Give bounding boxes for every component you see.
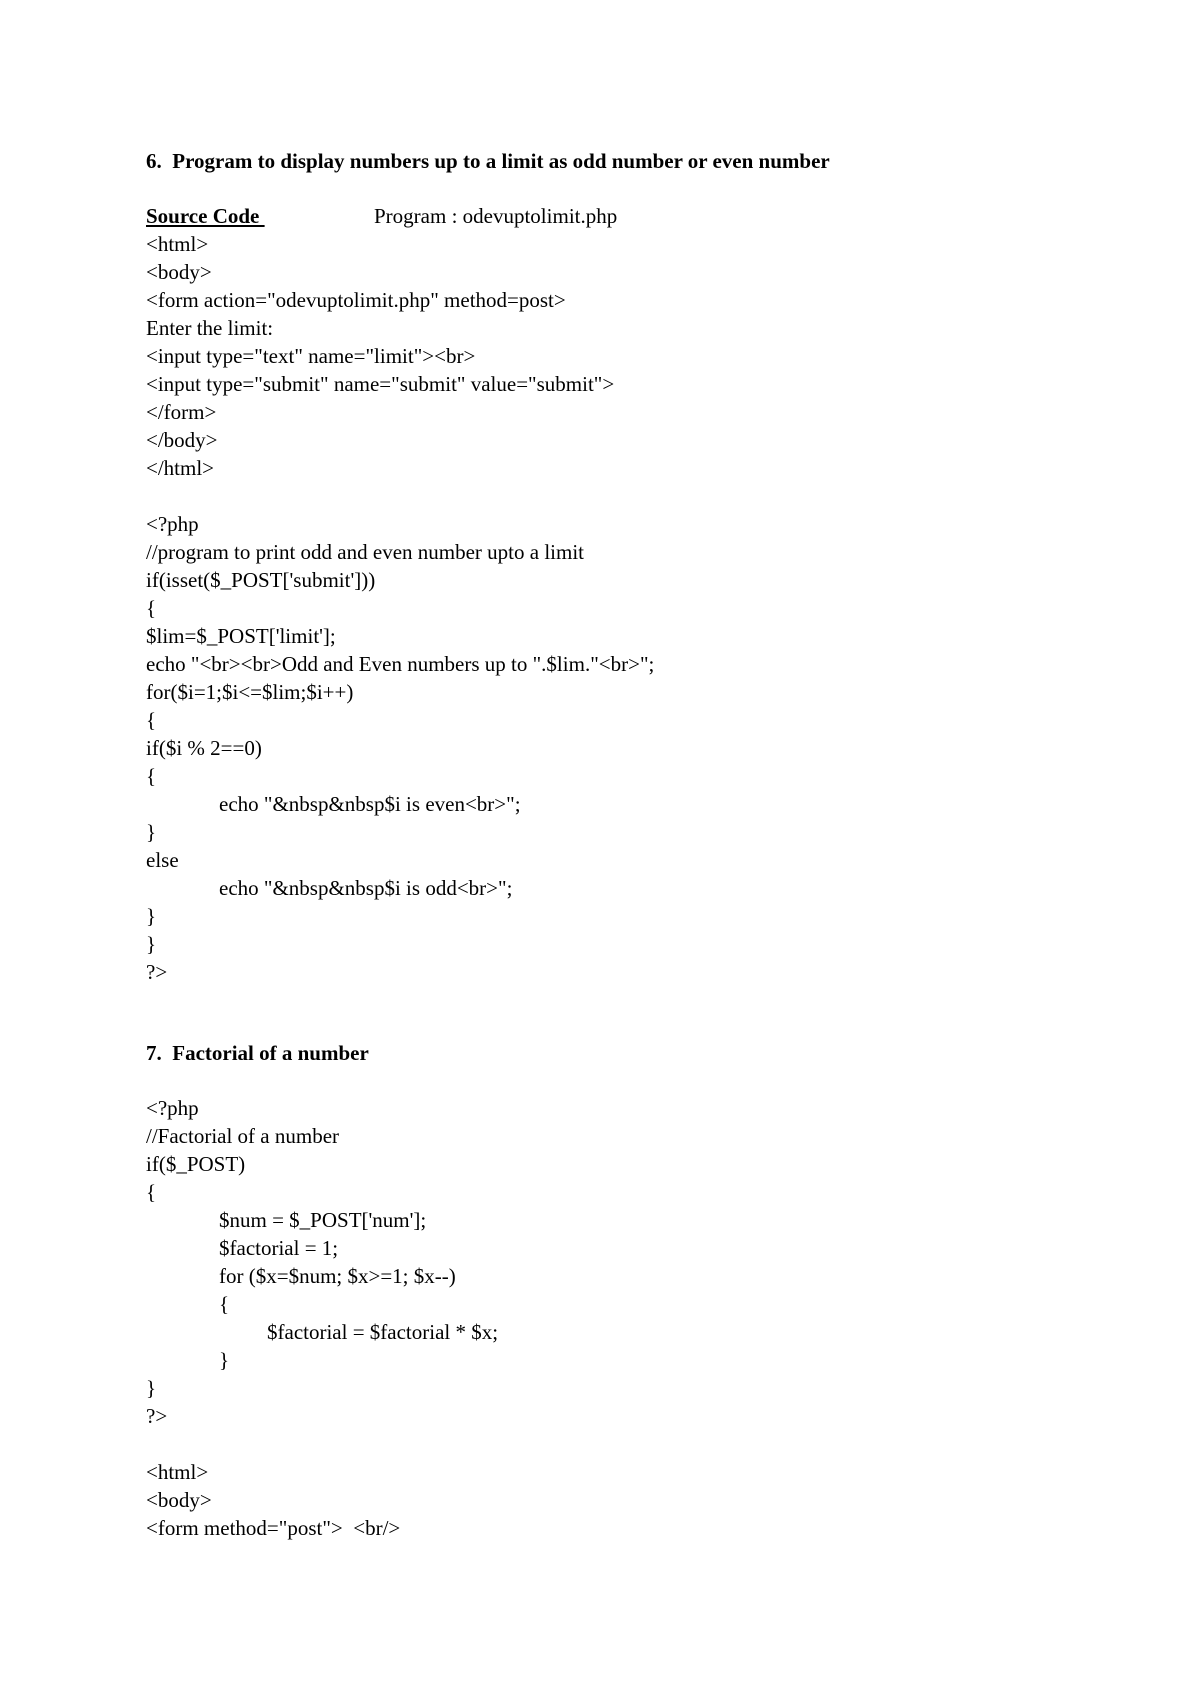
code-line: { (146, 1180, 157, 1204)
code-line: for ($x=$num; $x>=1; $x--) (219, 1264, 456, 1288)
code-comment: //program to print odd and even number upto a limit (146, 540, 584, 564)
program-filename-label: Program : odevuptolimit.php (374, 204, 618, 228)
code-line: } (146, 932, 157, 956)
code-line: } (146, 820, 157, 844)
code-line: <body> (146, 260, 212, 284)
source-code-label: Source Code (146, 204, 265, 228)
code-line: </body> (146, 428, 218, 452)
code-line: <input type="text" name="limit"><br> (146, 344, 476, 368)
code-line: } (219, 1348, 230, 1372)
code-line: echo "<br><br>Odd and Even numbers up to ".$lim."<br>"; (146, 652, 655, 676)
code-line: for($i=1;$i<=$lim;$i++) (146, 680, 354, 704)
code-line: </html> (146, 456, 215, 480)
code-line: ?> (146, 960, 168, 984)
code-line: $num = $_POST['num']; (219, 1208, 427, 1232)
code-line: <input type="submit" name="submit" value="submit"> (146, 372, 615, 396)
code-line: Enter the limit: (146, 316, 274, 340)
code-line: } (146, 1376, 157, 1400)
code-line: <body> (146, 1488, 212, 1512)
code-line: $lim=$_POST['limit']; (146, 624, 336, 648)
section-6-heading: 6. Program to display numbers up to a limit as odd number or even number (146, 149, 830, 173)
code-line: <form action="odevuptolimit.php" method=post> (146, 288, 566, 312)
code-line: } (146, 904, 157, 928)
section-7-heading: 7. Factorial of a number (146, 1041, 369, 1065)
code-line: if($_POST) (146, 1152, 246, 1176)
code-line: <?php (146, 1096, 199, 1120)
code-line: </form> (146, 400, 217, 424)
code-line: $factorial = $factorial * $x; (267, 1320, 499, 1344)
code-line: <html> (146, 1460, 209, 1484)
code-comment: //Factorial of a number (146, 1124, 340, 1148)
code-line: ?> (146, 1404, 168, 1428)
code-line: { (146, 596, 157, 620)
code-line: if(isset($_POST['submit'])) (146, 568, 376, 592)
code-line: <?php (146, 512, 199, 536)
code-line: echo "&nbsp&nbsp$i is even<br>"; (219, 792, 521, 816)
code-line: else (146, 848, 179, 872)
code-line: echo "&nbsp&nbsp$i is odd<br>"; (219, 876, 513, 900)
code-line: <form method="post"> <br/> (146, 1516, 401, 1540)
code-line: { (219, 1292, 230, 1316)
code-line: <html> (146, 232, 209, 256)
code-line: $factorial = 1; (219, 1236, 339, 1260)
code-line: if($i % 2==0) (146, 736, 262, 760)
code-line: { (146, 764, 157, 788)
code-line: { (146, 708, 157, 732)
